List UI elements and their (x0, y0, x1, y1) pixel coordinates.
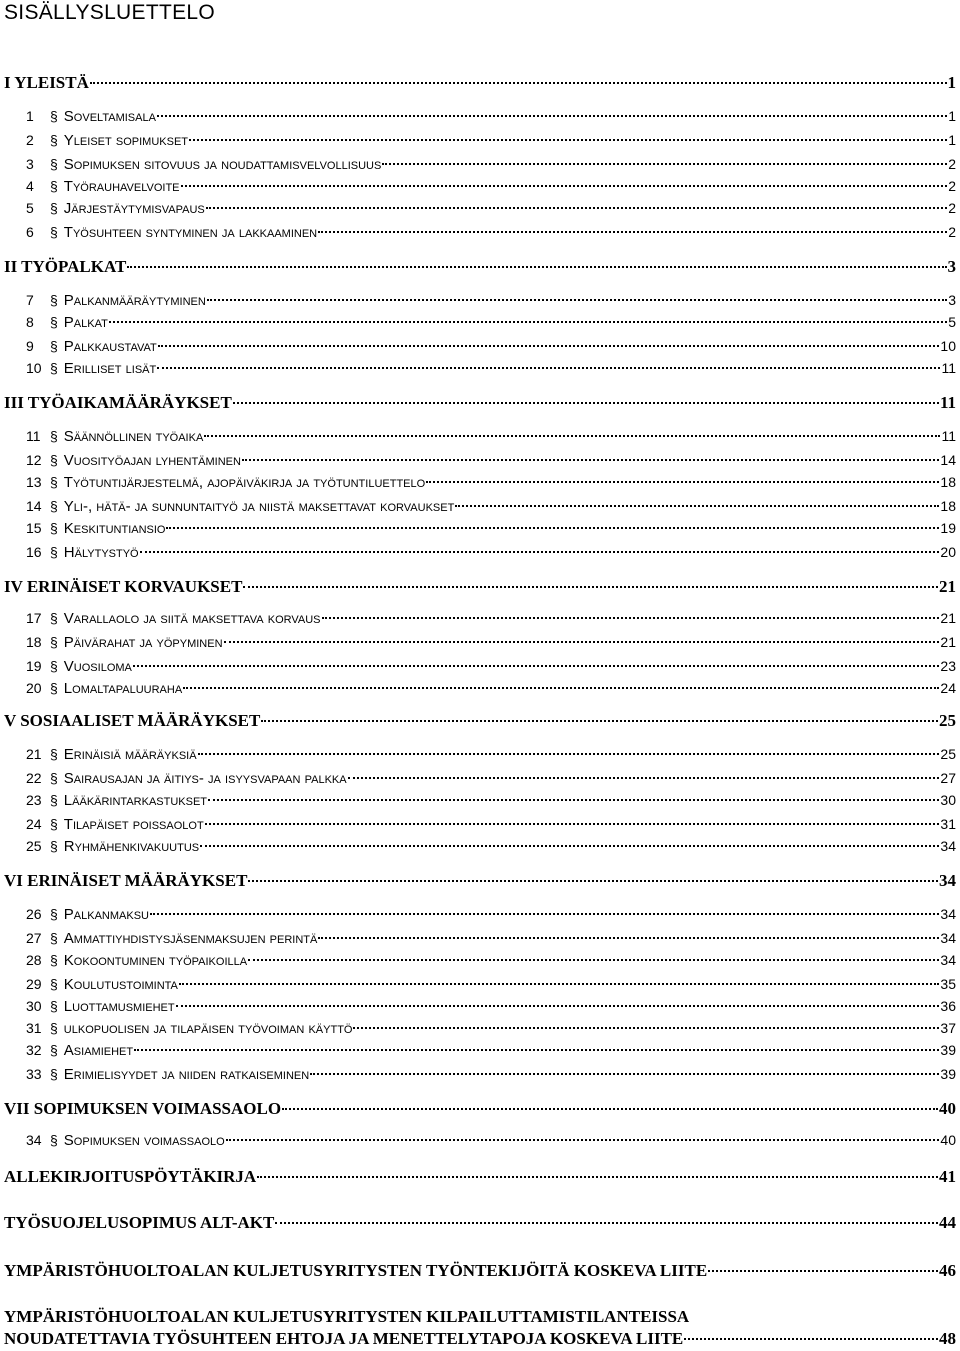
toc-entry[interactable] (0, 290, 960, 310)
page-number: 1 (948, 132, 956, 148)
dot-leader (204, 435, 940, 437)
toc-entry[interactable] (0, 608, 960, 628)
page-number: 23 (940, 658, 956, 674)
section-sign: § (50, 610, 58, 626)
toc-entry[interactable] (0, 176, 960, 196)
page-number: 35 (940, 976, 956, 992)
toc-entry-label (26, 176, 180, 197)
toc-entry-label (26, 904, 149, 925)
section-title: Lomaltapaluuraha (63, 680, 183, 697)
toc-entry[interactable] (0, 222, 960, 242)
toc-entry-label (26, 632, 223, 653)
toc-entry[interactable] (0, 198, 960, 218)
dot-leader (282, 1108, 938, 1110)
section-number: 6 (26, 224, 34, 240)
dot-leader (275, 1222, 938, 1224)
page-number: 2 (948, 200, 956, 216)
section-number: 24 (26, 816, 42, 832)
toc-entry-label: IV ERINÄISET KORVAUKSET (4, 577, 243, 596)
page-number: 27 (940, 770, 956, 786)
toc-entry[interactable] (0, 426, 960, 446)
page-number: 39 (940, 1066, 956, 1082)
section-title: Vuosiloma (63, 658, 132, 675)
toc-entry[interactable] (0, 1130, 960, 1150)
page-number: 34 (940, 930, 956, 946)
toc-entry[interactable] (0, 312, 960, 332)
toc-entry-label: I YLEISTÄ (4, 73, 89, 92)
dot-leader (206, 207, 947, 209)
section-number: 25 (26, 838, 42, 854)
section-title: Vuosityöajan lyhentäminen (63, 452, 241, 469)
toc-entry-label: VI ERINÄISET MÄÄRÄYKSET (4, 871, 248, 890)
toc-entry[interactable] (0, 1098, 960, 1120)
dot-leader (189, 139, 947, 141)
toc-entry[interactable] (0, 72, 960, 94)
page-number: 18 (940, 474, 956, 490)
toc-entry-label (26, 768, 347, 789)
toc-entry-label (26, 198, 205, 219)
page-number: 34 (940, 906, 956, 922)
page-number: 40 (939, 1099, 956, 1118)
toc-entry[interactable] (0, 518, 960, 538)
toc-entry-label (26, 496, 454, 517)
section-number: 32 (26, 1042, 42, 1058)
toc-entry[interactable] (0, 256, 960, 278)
section-sign: § (50, 1066, 58, 1082)
section-sign: § (50, 428, 58, 444)
section-number: 34 (26, 1132, 42, 1148)
dot-leader (133, 665, 940, 667)
toc-entry-label (26, 928, 317, 949)
section-number: 29 (26, 976, 42, 992)
toc-entry-label (26, 130, 188, 151)
toc-entry-label (26, 426, 203, 447)
section-title: Sopimuksen sitovuus ja noudattamisvelvollisuus (63, 156, 382, 173)
section-title: Soveltamisala (63, 108, 156, 125)
section-number: 27 (26, 930, 42, 946)
section-title: Varallaolo ja siitä maksettava korvaus (63, 610, 321, 627)
section-sign: § (50, 360, 58, 376)
section-number: 33 (26, 1066, 42, 1082)
section-sign: § (50, 314, 58, 330)
section-title: Kokoontuminen työpaikoilla (63, 952, 248, 969)
page-number: 25 (940, 746, 956, 762)
page-number: 11 (941, 360, 956, 376)
toc-entry[interactable] (0, 496, 960, 516)
dot-leader (90, 82, 947, 84)
section-number: 4 (26, 178, 34, 194)
section-sign: § (50, 1042, 58, 1058)
section-sign: § (50, 658, 58, 674)
toc-entry-label (26, 678, 182, 699)
dot-leader (426, 481, 939, 483)
section-sign: § (50, 976, 58, 992)
dot-leader (207, 299, 947, 301)
section-title: Keskituntiansio (63, 520, 166, 537)
dot-leader (158, 345, 940, 347)
dot-leader (243, 586, 938, 588)
section-sign: § (50, 452, 58, 468)
dot-leader (455, 505, 939, 507)
toc-entry-label (26, 518, 165, 539)
section-title: Ryhmähenkivakuutus (63, 838, 200, 855)
section-sign: § (50, 544, 58, 560)
page-number: 34 (939, 871, 956, 890)
dot-leader (318, 937, 939, 939)
toc-entry[interactable] (0, 1260, 960, 1282)
dot-leader (183, 687, 939, 689)
section-number: 19 (26, 658, 42, 674)
page-number: 44 (939, 1213, 956, 1232)
section-sign: § (50, 132, 58, 148)
toc-entry[interactable] (0, 790, 960, 810)
section-number: 7 (26, 292, 34, 308)
page-number: 39 (940, 1042, 956, 1058)
toc-entry-label (26, 744, 197, 765)
section-title: Päivärahat ja yöpyminen (63, 634, 223, 651)
section-number: 13 (26, 474, 42, 490)
section-title: ulkopuolisen ja tilapäisen työvoiman käyttö (63, 1020, 353, 1037)
section-number: 11 (26, 428, 41, 444)
section-sign: § (50, 746, 58, 762)
section-number: 31 (26, 1020, 42, 1036)
page-number: 21 (940, 634, 956, 650)
section-title: Säännöllinen työaika (63, 428, 204, 445)
page-number: 11 (939, 393, 956, 412)
toc-entry-label (26, 222, 317, 243)
toc-entry[interactable] (0, 768, 960, 788)
toc-entry-label: VII SOPIMUKSEN VOIMASSAOLO (4, 1099, 282, 1118)
section-title: Yli-, hätä- ja sunnuntaityö ja niistä maksettavat korvaukset (63, 498, 455, 515)
section-title: Erinäisiä määräyksiä (63, 746, 197, 763)
toc-entry-label (26, 1130, 225, 1151)
section-sign: § (50, 792, 58, 808)
toc-entry[interactable] (0, 1040, 960, 1060)
section-sign: § (50, 1020, 58, 1036)
section-title: Palkanmääräytyminen (63, 292, 206, 309)
dot-leader (140, 551, 940, 553)
dot-leader (248, 959, 939, 961)
section-number: 17 (26, 610, 42, 626)
section-number: 1 (26, 108, 34, 124)
toc-entry-label: III TYÖAIKAMÄÄRÄYKSET (4, 393, 232, 412)
page-number: 10 (940, 338, 956, 354)
section-title: Palkkaustavat (63, 338, 157, 355)
section-sign: § (50, 498, 58, 514)
toc-entry[interactable] (0, 814, 960, 834)
toc-entry-label (26, 336, 157, 357)
dot-leader (157, 115, 947, 117)
page-number: 24 (940, 680, 956, 696)
section-title: Työrauhavelvoite (63, 178, 180, 195)
page-number: 18 (940, 498, 956, 514)
dot-leader (198, 753, 940, 755)
toc-entry-label: V SOSIAALISET MÄÄRÄYKSET (4, 711, 261, 730)
toc-entry-label (26, 608, 321, 629)
page-number: 1 (948, 108, 956, 124)
section-title: Lääkärintarkastukset (63, 792, 208, 809)
section-number: 21 (26, 746, 42, 762)
toc-entry-label (26, 836, 199, 857)
toc-entry-label (26, 656, 132, 677)
dot-leader (310, 1073, 939, 1075)
page-number: 41 (939, 1167, 956, 1186)
section-title: Koulutustoiminta (63, 976, 178, 993)
toc-entry[interactable] (0, 1328, 960, 1350)
dot-leader (708, 1270, 938, 1272)
page-title: SISÄLLYSLUETTELO (4, 1, 215, 24)
section-number: 18 (26, 634, 42, 650)
toc-entry[interactable] (0, 1306, 960, 1328)
section-number: 9 (26, 338, 34, 354)
toc-entry[interactable] (0, 656, 960, 676)
dot-leader (224, 641, 940, 643)
section-title: Palkanmaksu (63, 906, 149, 923)
dot-leader (248, 880, 938, 882)
page-number: 11 (941, 428, 956, 444)
dot-leader (109, 321, 947, 323)
toc-entry-label (26, 154, 381, 175)
toc-entry[interactable] (0, 1018, 960, 1038)
dot-leader (257, 1176, 938, 1178)
toc-entry-label: TYÖSUOJELUSOPIMUS ALT-AKT (4, 1213, 275, 1232)
section-title: Ammattiyhdistysjäsenmaksujen perintä (63, 930, 318, 947)
page-number: 25 (939, 711, 956, 730)
toc-entry-label: II TYÖPALKAT (4, 257, 127, 276)
dot-leader (382, 163, 947, 165)
toc-entry[interactable] (0, 710, 960, 732)
toc-entry-label (26, 472, 425, 493)
section-number: 20 (26, 680, 42, 696)
toc-entry[interactable] (0, 1166, 960, 1188)
section-sign: § (50, 906, 58, 922)
section-sign: § (50, 930, 58, 946)
section-title: Järjestäytymisvapaus (63, 200, 205, 217)
section-number: 14 (26, 498, 42, 514)
toc-entry[interactable] (0, 632, 960, 652)
dot-leader (242, 459, 939, 461)
dot-leader (226, 1139, 940, 1141)
toc-entry[interactable] (0, 950, 960, 970)
section-title: Yleiset sopimukset (63, 132, 188, 149)
toc-entry[interactable] (0, 1064, 960, 1084)
section-number: 16 (26, 544, 42, 560)
section-sign: § (50, 770, 58, 786)
page-number: 3 (948, 292, 956, 308)
section-number: 2 (26, 132, 34, 148)
section-sign: § (50, 292, 58, 308)
page-number: 2 (948, 156, 956, 172)
section-title: Erilliset lisät (63, 360, 157, 377)
section-title: Hälytystyö (63, 544, 139, 561)
page-number: 30 (940, 792, 956, 808)
dot-leader (200, 845, 939, 847)
toc-entry[interactable] (0, 472, 960, 492)
toc-entry-label (26, 1040, 133, 1061)
toc-entry-label (26, 450, 241, 471)
page-number: 1 (947, 73, 956, 92)
toc-entry[interactable] (0, 542, 960, 562)
dot-leader (176, 1005, 940, 1007)
toc-entry[interactable] (0, 130, 960, 150)
page-number: 48 (939, 1329, 956, 1348)
section-title: Luottamusmiehet (63, 998, 175, 1015)
toc-entry-label: YMPÄRISTÖHUOLTOALAN KULJETUSYRITYSTEN TYÖNTEKIJÖITÄ KOSKEVA LIITE (4, 1261, 708, 1280)
page-number: 3 (947, 257, 956, 276)
page-number: 34 (940, 838, 956, 854)
section-number: 8 (26, 314, 34, 330)
section-sign: § (50, 634, 58, 650)
page-number: 21 (940, 610, 956, 626)
dot-leader (179, 983, 940, 985)
toc-entry[interactable] (0, 392, 960, 414)
dot-leader (261, 720, 938, 722)
toc-entry-label (26, 814, 204, 835)
section-title: Työtuntijärjestelmä, ajopäiväkirja ja työtuntiluettelo (63, 474, 426, 491)
toc-entry-label (26, 1064, 309, 1085)
section-number: 22 (26, 770, 42, 786)
section-sign: § (50, 816, 58, 832)
toc-entry-label (26, 1018, 352, 1039)
section-sign: § (50, 178, 58, 194)
section-number: 23 (26, 792, 42, 808)
page-number: 37 (940, 1020, 956, 1036)
section-number: 3 (26, 156, 34, 172)
section-sign: § (50, 838, 58, 854)
dot-leader (181, 185, 948, 187)
section-sign: § (50, 680, 58, 696)
toc-entry[interactable] (0, 870, 960, 892)
toc-entry-label (26, 996, 175, 1017)
toc-entry[interactable] (0, 1212, 960, 1234)
section-number: 12 (26, 452, 42, 468)
dot-leader (166, 527, 939, 529)
section-number: 26 (26, 906, 42, 922)
page-number: 20 (940, 544, 956, 560)
section-title: Sairausajan ja äitiys- ja isyysvapaan palkka (63, 770, 347, 787)
section-sign: § (50, 1132, 58, 1148)
toc-entry[interactable] (0, 450, 960, 470)
section-title: Sopimuksen voimassaolo (63, 1132, 225, 1149)
section-title: Työsuhteen syntyminen ja lakkaaminen (63, 224, 318, 241)
toc-entry[interactable] (0, 336, 960, 356)
toc-entry[interactable] (0, 928, 960, 948)
toc-entry-label: NOUDATETTAVIA TYÖSUHTEEN EHTOJA JA MENETTELYTAPOJA KOSKEVA LIITE (4, 1329, 684, 1348)
section-sign: § (50, 108, 58, 124)
toc-entry[interactable] (0, 576, 960, 598)
dot-leader (348, 777, 940, 779)
toc-entry[interactable] (0, 974, 960, 994)
toc-entry[interactable] (0, 904, 960, 924)
dot-leader (322, 617, 940, 619)
toc-entry-label (26, 290, 206, 311)
page-number: 34 (940, 952, 956, 968)
page-number: 46 (939, 1261, 956, 1280)
section-sign: § (50, 156, 58, 172)
toc-entry-label (26, 974, 178, 995)
toc-entry-label (26, 106, 156, 127)
toc-entry[interactable] (0, 154, 960, 174)
toc-entry[interactable] (0, 106, 960, 126)
toc-entry-label: YMPÄRISTÖHUOLTOALAN KULJETUSYRITYSTEN KILPAILUTTAMISTILANTEISSA (4, 1307, 690, 1326)
toc-entry-label (26, 790, 207, 811)
section-sign: § (50, 520, 58, 536)
section-title: Asiamiehet (63, 1042, 134, 1059)
section-sign: § (50, 224, 58, 240)
section-title: Palkat (63, 314, 108, 331)
toc-entry-label (26, 542, 139, 563)
dot-leader (318, 231, 947, 233)
section-number: 30 (26, 998, 42, 1014)
section-number: 28 (26, 952, 42, 968)
toc-entry[interactable] (0, 358, 960, 378)
toc-entry-label (26, 950, 247, 971)
dot-leader (150, 913, 939, 915)
page-number: 5 (948, 314, 956, 330)
page-number: 14 (940, 452, 956, 468)
toc-entry[interactable] (0, 996, 960, 1016)
toc-entry-label (26, 312, 108, 333)
section-number: 5 (26, 200, 34, 216)
toc-entry[interactable] (0, 678, 960, 698)
section-sign: § (50, 474, 58, 490)
dot-leader (208, 799, 939, 801)
section-title: Erimielisyydet ja niiden ratkaiseminen (63, 1066, 310, 1083)
section-sign: § (50, 998, 58, 1014)
section-sign: § (50, 338, 58, 354)
page-number: 2 (948, 178, 956, 194)
page-number: 2 (948, 224, 956, 240)
page-number: 36 (940, 998, 956, 1014)
section-title: Tilapäiset poissaolot (63, 816, 204, 833)
dot-leader (205, 823, 940, 825)
toc-entry[interactable] (0, 744, 960, 764)
section-number: 15 (26, 520, 42, 536)
page-number: 21 (939, 577, 956, 596)
page-number: 31 (940, 816, 956, 832)
section-sign: § (50, 200, 58, 216)
section-sign: § (50, 952, 58, 968)
dot-leader (157, 367, 940, 369)
dot-leader (353, 1027, 939, 1029)
toc-entry[interactable] (0, 836, 960, 856)
dot-leader (684, 1338, 938, 1340)
dot-leader (127, 266, 946, 268)
toc-entry-label (26, 358, 156, 379)
page-number: 40 (940, 1132, 956, 1148)
dot-leader (233, 402, 939, 404)
toc-entry-label: ALLEKIRJOITUSPÖYTÄKIRJA (4, 1167, 257, 1186)
section-number: 10 (26, 360, 42, 376)
page-number: 19 (940, 520, 956, 536)
dot-leader (134, 1049, 939, 1051)
